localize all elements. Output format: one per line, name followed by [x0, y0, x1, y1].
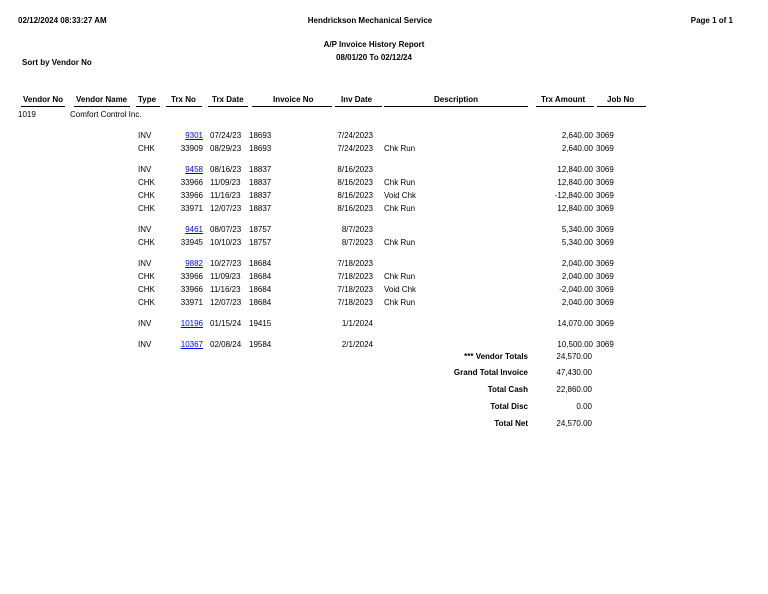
row-invoice-no: 19584: [249, 340, 272, 349]
col-header-trx-amount: Trx Amount: [541, 95, 586, 104]
report-datetime: 02/12/2024 08:33:27 AM: [18, 16, 107, 25]
row-inv-date: 7/18/2023: [337, 285, 373, 294]
row-type: INV: [138, 131, 152, 140]
row-trx-date: 01/15/24: [210, 319, 242, 328]
row-trx-no: 33909: [180, 144, 203, 153]
row-trx-no: 33966: [180, 272, 203, 281]
row-invoice-no: 18837: [249, 191, 272, 200]
row-invoice-no: 19415: [249, 319, 272, 328]
row-trx-date: 08/16/23: [210, 165, 242, 174]
row-type: INV: [138, 225, 152, 234]
vendor-totals-label: *** Vendor Totals: [464, 352, 528, 361]
row-inv-date: 7/24/2023: [337, 131, 373, 140]
col-header-underline: [597, 106, 646, 107]
row-type: INV: [138, 319, 152, 328]
row-inv-date: 7/18/2023: [337, 298, 373, 307]
row-trx-no: 33945: [180, 238, 203, 247]
row-job-no: 3069: [596, 204, 614, 213]
row-trx-no: [166, 224, 203, 235]
row-inv-date: 8/16/2023: [337, 204, 373, 213]
row-trx-date: 08/29/23: [210, 144, 242, 153]
row-invoice-no: 18693: [249, 131, 272, 140]
row-trx-date: 07/24/23: [210, 131, 242, 140]
report-date-range: 08/01/20 To 02/12/24: [336, 53, 412, 62]
row-inv-date: 8/16/2023: [337, 178, 373, 187]
row-trx-amount: 12,840.00: [557, 204, 593, 213]
row-trx-no: 33966: [180, 178, 203, 187]
page-indicator: Page 1 of 1: [690, 16, 733, 25]
col-header-trx-no: Trx No: [171, 95, 196, 104]
row-description: Chk Run: [384, 204, 416, 213]
row-job-no: 3069: [596, 285, 614, 294]
row-type: CHK: [138, 178, 155, 187]
company-name: Hendrickson Mechanical Service: [307, 16, 433, 25]
total-disc-value: 0.00: [576, 402, 592, 411]
row-type: INV: [138, 340, 152, 349]
row-trx-date: 11/16/23: [210, 285, 241, 294]
row-job-no: 3069: [596, 319, 614, 328]
total-cash-value: 22,860.00: [556, 385, 592, 394]
col-header-description: Description: [434, 95, 479, 104]
row-inv-date: 8/16/2023: [337, 165, 373, 174]
total-net-label: Total Net: [494, 419, 528, 428]
grand-total-invoice-value: 47,430.00: [556, 368, 592, 377]
row-type: CHK: [138, 272, 155, 281]
table-row: [0, 203, 768, 214]
col-header-underline: [384, 106, 528, 107]
total-net-value: 24,570.00: [556, 419, 592, 428]
row-trx-amount: 5,340.00: [561, 225, 593, 234]
row-trx-amount: 10,500.00: [557, 340, 593, 349]
row-description: Chk Run: [384, 178, 416, 187]
col-header-underline: [21, 106, 65, 107]
col-header-job-no: Job No: [607, 95, 635, 104]
row-trx-amount: 14,070.00: [557, 319, 593, 328]
row-type: CHK: [138, 204, 155, 213]
row-trx-no: 33971: [180, 298, 203, 307]
table-row: [0, 297, 768, 308]
row-job-no: 3069: [596, 340, 614, 349]
col-header-invoice-no: Invoice No: [273, 95, 314, 104]
row-inv-date: 7/18/2023: [337, 259, 373, 268]
trx-no-link[interactable]: 9458: [185, 165, 203, 174]
total-cash-label: Total Cash: [487, 385, 528, 394]
row-type: CHK: [138, 238, 155, 247]
report-title: A/P Invoice History Report: [323, 40, 425, 49]
col-header-underline: [536, 106, 594, 107]
table-row: [0, 271, 768, 282]
table-row: [0, 284, 768, 295]
row-trx-amount: 2,040.00: [561, 272, 593, 281]
row-invoice-no: 18757: [249, 225, 272, 234]
row-inv-date: 7/24/2023: [337, 144, 373, 153]
row-description: Void Chk: [384, 285, 417, 294]
table-row: [0, 237, 768, 248]
vendor-number: 1019: [18, 110, 36, 119]
trx-no-link[interactable]: 10367: [180, 340, 203, 349]
col-header-type: Type: [138, 95, 157, 104]
vendor-totals-value: 24,570.00: [556, 352, 592, 361]
col-header-underline: [335, 106, 382, 107]
col-header-underline: [208, 106, 248, 107]
col-header-underline: [74, 106, 130, 107]
trx-no-link[interactable]: 9882: [185, 259, 203, 268]
row-inv-date: 2/1/2024: [341, 340, 373, 349]
row-type: CHK: [138, 298, 155, 307]
row-inv-date: 8/7/2023: [341, 238, 373, 247]
row-description: Chk Run: [384, 272, 416, 281]
table-row: [0, 258, 768, 269]
row-type: CHK: [138, 144, 155, 153]
col-header-vendor-no: Vendor No: [23, 95, 64, 104]
trx-no-link[interactable]: 10196: [180, 319, 203, 328]
table-row: [0, 190, 768, 201]
row-invoice-no: 18837: [249, 178, 272, 187]
row-inv-date: 8/16/2023: [337, 191, 373, 200]
total-disc-label: Total Disc: [490, 402, 528, 411]
row-job-no: 3069: [596, 191, 614, 200]
row-trx-no: 33966: [180, 191, 203, 200]
row-trx-date: 11/09/23: [210, 272, 241, 281]
col-header-trx-date: Trx Date: [212, 95, 244, 104]
trx-no-link[interactable]: 9461: [185, 225, 203, 234]
row-trx-amount: 2,040.00: [561, 259, 593, 268]
row-invoice-no: 18684: [249, 285, 272, 294]
trx-no-link[interactable]: 9301: [185, 131, 203, 140]
table-row: [0, 164, 768, 175]
row-trx-date: 12/07/23: [210, 204, 242, 213]
row-trx-amount: 5,340.00: [561, 238, 593, 247]
table-row: [0, 130, 768, 141]
row-trx-date: 11/09/23: [210, 178, 241, 187]
row-job-no: 3069: [596, 298, 614, 307]
row-trx-no: 33966: [180, 285, 203, 294]
row-invoice-no: 18684: [249, 259, 272, 268]
col-header-inv-date: Inv Date: [341, 95, 373, 104]
row-type: INV: [138, 165, 152, 174]
row-trx-amount: 2,640.00: [561, 131, 593, 140]
table-row: [0, 143, 768, 154]
row-trx-amount: -2,040.00: [559, 285, 593, 294]
row-trx-no: [166, 130, 203, 141]
row-description: Chk Run: [384, 238, 416, 247]
row-job-no: 3069: [596, 238, 614, 247]
row-job-no: 3069: [596, 259, 614, 268]
row-description: Chk Run: [384, 298, 416, 307]
row-trx-no: [166, 339, 203, 350]
row-trx-no: [166, 258, 203, 269]
row-job-no: 3069: [596, 272, 614, 281]
row-trx-no: 33971: [180, 204, 203, 213]
row-invoice-no: 18837: [249, 165, 272, 174]
row-trx-date: 08/07/23: [210, 225, 242, 234]
row-trx-date: 12/07/23: [210, 298, 242, 307]
table-row: [0, 339, 768, 350]
col-header-vendor-name: Vendor Name: [76, 95, 128, 104]
row-description: Chk Run: [384, 144, 416, 153]
row-invoice-no: 18757: [249, 238, 272, 247]
row-trx-date: 11/16/23: [210, 191, 241, 200]
row-invoice-no: 18837: [249, 204, 272, 213]
row-trx-no: [166, 318, 203, 329]
row-description: Void Chk: [384, 191, 417, 200]
row-inv-date: 8/7/2023: [341, 225, 373, 234]
col-header-underline: [166, 106, 202, 107]
row-job-no: 3069: [596, 225, 614, 234]
table-row: [0, 177, 768, 188]
table-row: [0, 318, 768, 329]
row-job-no: 3069: [596, 165, 614, 174]
row-trx-amount: -12,840.00: [554, 191, 593, 200]
col-header-underline: [136, 106, 160, 107]
row-trx-date: 10/27/23: [210, 259, 242, 268]
row-trx-no: [166, 164, 203, 175]
row-trx-amount: 2,040.00: [561, 298, 593, 307]
row-inv-date: 1/1/2024: [341, 319, 373, 328]
row-type: CHK: [138, 285, 155, 294]
row-trx-amount: 12,840.00: [557, 178, 593, 187]
row-job-no: 3069: [596, 144, 614, 153]
row-trx-date: 10/10/23: [210, 238, 242, 247]
row-trx-date: 02/08/24: [210, 340, 242, 349]
vendor-name: Comfort Control Inc.: [70, 110, 142, 119]
row-job-no: 3069: [596, 131, 614, 140]
row-invoice-no: 18693: [249, 144, 272, 153]
row-inv-date: 7/18/2023: [337, 272, 373, 281]
row-type: CHK: [138, 191, 155, 200]
sort-label: Sort by Vendor No: [22, 58, 92, 67]
row-trx-amount: 2,640.00: [561, 144, 593, 153]
grand-total-invoice-label: Grand Total Invoice: [453, 368, 528, 377]
col-header-underline: [252, 106, 332, 107]
row-invoice-no: 18684: [249, 272, 272, 281]
row-invoice-no: 18684: [249, 298, 272, 307]
table-row: [0, 224, 768, 235]
row-type: INV: [138, 259, 152, 268]
row-trx-amount: 12,840.00: [557, 165, 593, 174]
row-job-no: 3069: [596, 178, 614, 187]
